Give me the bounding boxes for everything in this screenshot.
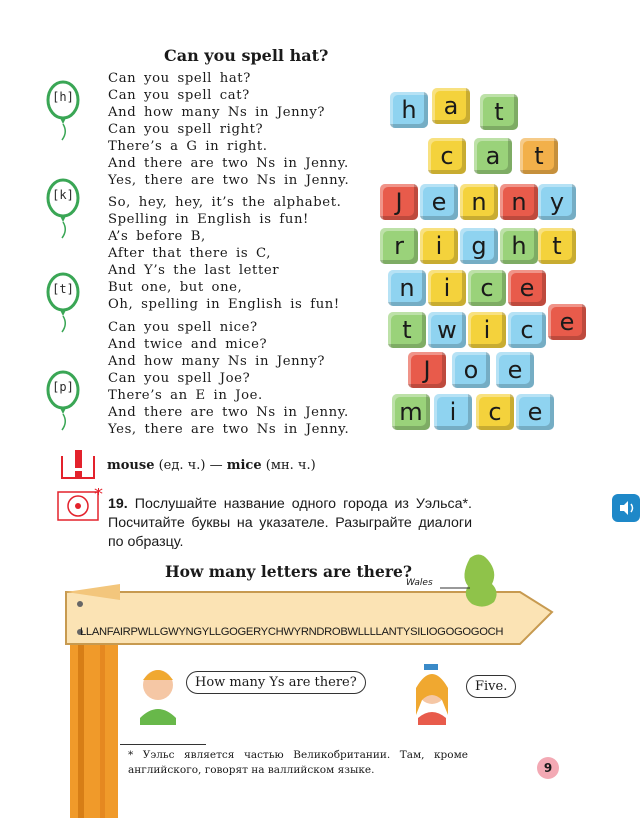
letter-block: i [434,394,472,430]
letter-block: t [520,138,558,174]
letter-block: n [460,184,498,220]
note-word: mice [226,458,262,473]
letter-block: g [460,228,498,264]
letter-block: t [388,312,426,348]
letter-block: n [500,184,538,220]
sound-label: [t] [52,282,74,296]
poem-line: And there are two Ns in Jenny. [108,156,349,171]
stanza-1 [108,70,349,189]
letter-block: e [496,352,534,388]
letter-block: w [428,312,466,348]
letter-block: h [390,92,428,128]
sound-balloon-p [46,370,80,410]
poem-line: So, hey, hey, it’s the alphabet. [108,195,342,210]
poem-line: And how many Ns in Jenny? [108,105,326,120]
letter-block: a [432,88,470,124]
sound-label: [h] [52,90,74,104]
letter-block: y [538,184,576,220]
poem-line: And Y’s the last letter [108,263,280,278]
sound-label: [p] [52,380,74,394]
speaker-icon [612,494,640,522]
letter-block: J [380,184,418,220]
letter-block: c [476,394,514,430]
letter-block: e [548,304,586,340]
footnote: * Уэльс является частью Великобритании. Там, кроме английского, говорят на валлийском языке. [128,749,468,776]
sound-balloon-t [46,272,80,312]
note-form: (мн. ч.) [265,458,316,473]
poem-line: Yes, there are two Ns in Jenny. [108,422,350,437]
poem-line: Can you spell Joe? [108,371,251,386]
letter-block: n [388,270,426,306]
poem-line: Oh, spelling in English is fun! [108,297,340,312]
alert-icon [58,450,98,480]
poem-line: Can you spell right? [108,122,264,137]
poem-line: But one, but one, [108,280,243,295]
letter-block: c [508,312,546,348]
speech-bubble-answer: Five. [466,675,516,698]
grammar-note [107,458,316,473]
poem-line: Yes, there are two Ns in Jenny. [108,173,350,188]
letter-block: i [468,312,506,348]
sound-balloon-k [46,178,80,218]
stanza-3 [108,319,349,438]
audio-speaker-button[interactable] [612,494,640,522]
poem-line: And there are two Ns in Jenny. [108,405,349,420]
note-word: mouse [107,458,155,473]
poem-line: A’s before B, [108,229,206,244]
footnote-divider [120,744,206,745]
speech-bubble-question: How many Ys are there? [186,671,366,694]
sign-text: LLANFAIRPWLLGWYNGYLLGOGERYCHWYRNDROBWLLLLANTYSILIOGOGOGOCH [80,626,504,638]
poem-line: Can you spell nice? [108,320,258,335]
letter-block: c [428,138,466,174]
poem-line: Can you spell cat? [108,88,250,103]
letter-block: h [500,228,538,264]
task-text: Послушайте название одного города из Уэльса*. Посчитайте буквы на указателе. Разыграйте диалоги по образцу. [108,496,472,550]
svg-text:*: * [94,488,103,505]
poem-line: Spelling in English is fun! [108,212,309,227]
map-label: Wales [406,578,433,588]
poem-line: There’s a G in right. [108,139,268,154]
sound-balloon-h [46,80,80,120]
letter-block: a [474,138,512,174]
letter-block: e [420,184,458,220]
task-number: 19. [108,496,128,512]
poem-line: After that there is C, [108,246,272,261]
audio-disc-icon [56,488,104,522]
letter-block: t [480,94,518,130]
letter-block: J [408,352,446,388]
letter-block: t [538,228,576,264]
note-form: (ед. ч.) [158,458,206,473]
poem-line: And how many Ns in Jenny? [108,354,326,369]
page-number: 9 [537,757,559,779]
letter-block: i [420,228,458,264]
poem-line: And twice and mice? [108,337,268,352]
section-subtitle: How many letters are there? [165,562,412,581]
letter-block: o [452,352,490,388]
letter-block: i [428,270,466,306]
note-dash: — [209,458,223,473]
stanza-2 [108,194,341,313]
page-title: Can you spell hat? [164,46,329,65]
poem-line: Can you spell hat? [108,71,251,86]
letter-block: m [392,394,430,430]
letter-block: e [516,394,554,430]
letter-block: c [468,270,506,306]
letter-block: e [508,270,546,306]
letter-block: r [380,228,418,264]
sound-label: [k] [52,188,74,202]
poem-line: There’s an E in Joe. [108,388,263,403]
letter-blocks-illustration [372,80,575,440]
